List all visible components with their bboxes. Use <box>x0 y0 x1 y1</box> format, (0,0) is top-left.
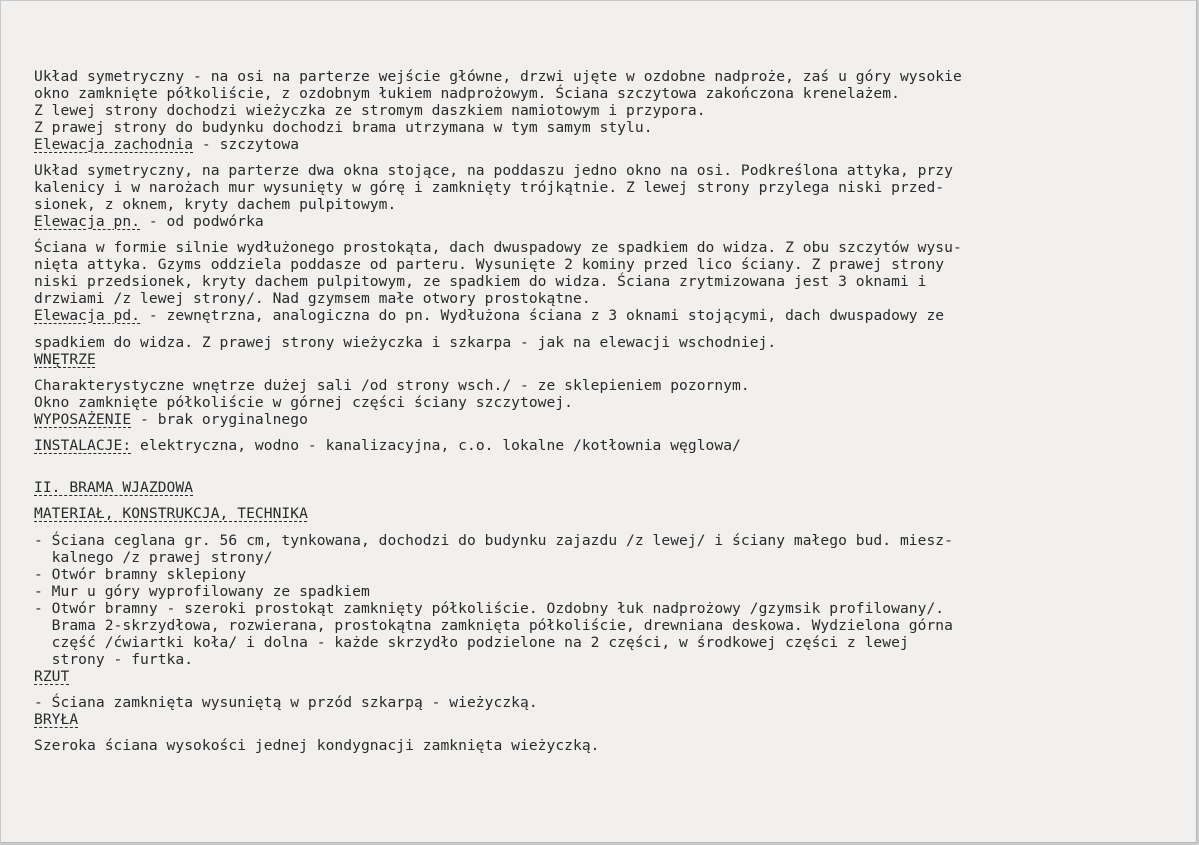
body-text: Układ symetryczny - na osi na parterze wejście główne, drzwi ujęte w ozdobne nadproże, zaś u góry wysokie <box>34 68 962 85</box>
body-text: okno zamknięte półkoliście, z ozdobnym łukiem nadprożowym. Ściana szczytowa zakończona krenelażem. <box>34 85 900 102</box>
section-heading: WYPOSAŻENIE <box>34 411 132 428</box>
body-text: - Ściana zamknięta wysuniętą w przód szkarpą - wieżyczką. <box>34 694 538 711</box>
text-line <box>34 617 953 634</box>
text-line <box>34 196 396 213</box>
section-heading: INSTALACJE: <box>34 437 132 454</box>
section-heading: Elewacja zachodnia <box>34 136 194 153</box>
section-heading: Elewacja pd. <box>34 307 141 324</box>
body-text: Brama 2-skrzydłowa, rozwierana, prostokątna zamknięta półkoliście, drewniana deskowa. Wydzielona górna <box>34 617 953 634</box>
text-line <box>34 411 308 428</box>
body-text: Z lewej strony dochodzi wieżyczka ze stromym daszkiem namiotowym i przypora. <box>34 102 706 119</box>
section-heading: BRYŁA <box>34 711 79 728</box>
text-line <box>34 273 926 290</box>
body-text: - zewnętrzna, analogiczna do pn. Wydłużona ściana z 3 oknami stojącymi, dach dwuspadowy ze <box>140 307 945 324</box>
body-text: Ściana w formie silnie wydłużonego prostokąta, dach dwuspadowy ze spadkiem do widza. Z obu szczytów wysu- <box>34 239 962 256</box>
text-line <box>34 505 308 522</box>
body-text: nięta attyka. Gzyms oddziela poddasze od parteru. Wysunięte 2 kominy przed lico ściany. Z prawej strony <box>34 256 945 273</box>
body-text: spadkiem do widza. Z prawej strony wieżyczka i szkarpa - jak na elewacji wschodniej. <box>34 334 777 351</box>
text-line <box>34 583 370 600</box>
text-line <box>34 334 776 351</box>
text-line <box>34 351 96 368</box>
body-text: - Otwór bramny - szeroki prostokąt zamknięty półkoliście. Ozdobny łuk nadprożowy /gzymsik profilowany/. <box>34 600 945 617</box>
body-text: - od podwórka <box>140 213 264 230</box>
body-text: kalenicy i w narożach mur wysunięty w górę i zamknięty trójkątnie. Z lewej strony przylega niski przed- <box>34 179 945 196</box>
body-text: strony - furtka. <box>34 651 194 668</box>
text-line <box>34 479 193 496</box>
text-line <box>34 566 246 583</box>
body-text: Okno zamknięte półkoliście w górnej części ściany szczytowej. <box>34 394 574 411</box>
text-line <box>34 651 193 668</box>
body-text: Charakterystyczne wnętrze dużej sali /od strony wsch./ - ze sklepieniem pozornym. <box>34 377 750 394</box>
text-line <box>34 290 591 307</box>
text-line <box>34 532 953 549</box>
text-line <box>34 239 962 256</box>
body-text: - Otwór bramny sklepiony <box>34 566 247 583</box>
text-line <box>34 377 750 394</box>
text-line <box>34 668 69 685</box>
text-line <box>34 394 573 411</box>
text-line <box>34 119 653 136</box>
section-heading: RZUT <box>34 668 70 685</box>
body-text: niski przedsionek, kryty dachem pulpitowym, ze spadkiem do widza. Ściana zrytmizowana jest 3 oknami i <box>34 273 927 290</box>
text-line <box>34 600 944 617</box>
body-text: - brak oryginalnego <box>131 411 308 428</box>
body-text: Z prawej strony do budynku dochodzi brama utrzymana w tym samym stylu. <box>34 119 653 136</box>
body-text: Szeroka ściana wysokości jednej kondygnacji zamknięta wieżyczką. <box>34 737 600 754</box>
text-line <box>34 162 953 179</box>
text-line <box>34 179 944 196</box>
text-line <box>34 694 538 711</box>
text-line <box>34 213 264 230</box>
text-line <box>34 437 741 454</box>
text-line <box>34 634 909 651</box>
section-heading: MATERIAŁ, KONSTRUKCJA, TECHNIKA <box>34 505 308 522</box>
body-text: Układ symetryczny, na parterze dwa okna stojące, na poddaszu jedno okno na osi. Podkreślona attyka, przy <box>34 162 953 179</box>
body-text: - Ściana ceglana gr. 56 cm, tynkowana, dochodzi do budynku zajazdu /z lewej/ i ściany małego bud. miesz- <box>34 532 953 549</box>
body-text: drzwiami /z lewej strony/. Nad gzymsem małe otwory prostokątne. <box>34 290 591 307</box>
body-text: sionek, z oknem, kryty dachem pulpitowym. <box>34 196 397 213</box>
body-text: kalnego /z prawej strony/ <box>34 549 273 566</box>
typewritten-page <box>1 1 1197 843</box>
body-text: - szczytowa <box>193 136 300 153</box>
text-line <box>34 737 600 754</box>
text-line <box>34 711 78 728</box>
body-text: część /ćwiartki koła/ i dolna - każde skrzydło podzielone na 2 części, w środkowej części z lewej <box>34 634 909 651</box>
section-heading: Elewacja pn. <box>34 213 141 230</box>
section-heading: II. BRAMA WJAZDOWA <box>34 479 194 496</box>
text-line <box>34 85 900 102</box>
text-line <box>34 102 706 119</box>
text-line <box>34 136 299 153</box>
text-line <box>34 307 944 324</box>
text-line <box>34 68 962 85</box>
body-text: elektryczna, wodno - kanalizacyjna, c.o. lokalne /kotłownia węglowa/ <box>131 437 741 454</box>
section-heading: WNĘTRZE <box>34 351 96 368</box>
text-line <box>34 549 273 566</box>
body-text: - Mur u góry wyprofilowany ze spadkiem <box>34 583 370 600</box>
text-line <box>34 256 944 273</box>
